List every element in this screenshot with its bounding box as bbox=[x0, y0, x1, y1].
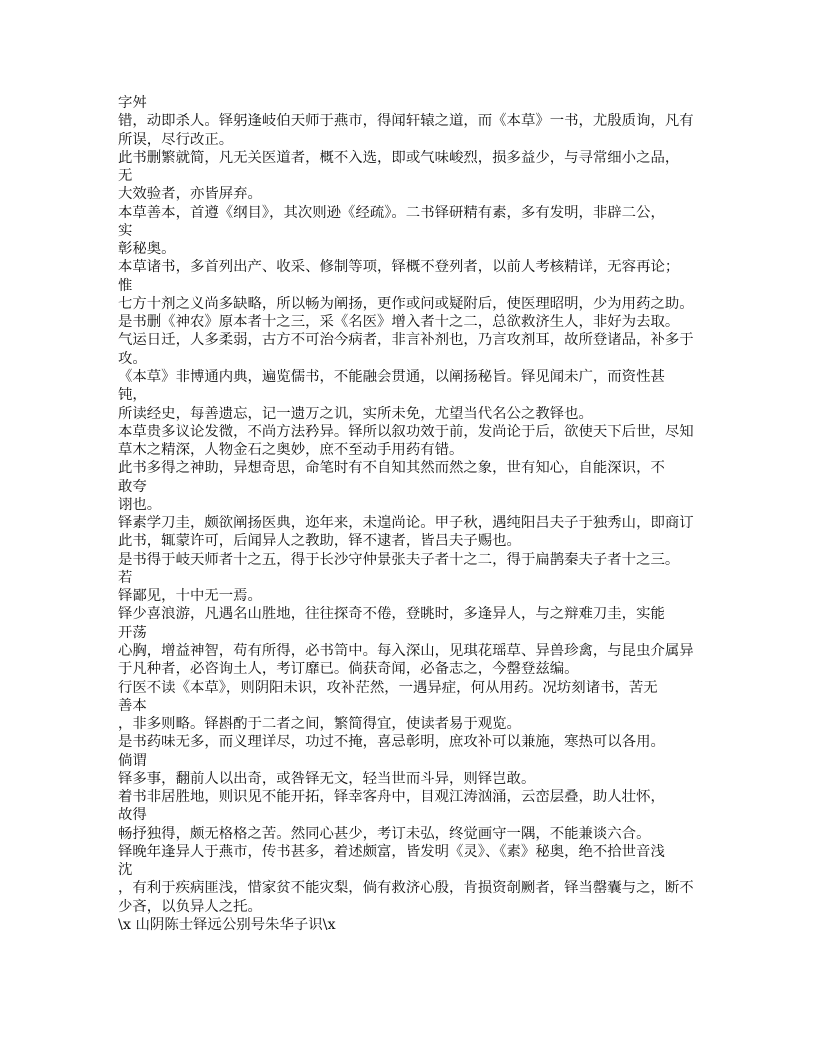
text-line: 七方十剂之义尚多缺略，所以畅为阐扬，更作或问或疑附后，使医理昭明，少为用药之助。 bbox=[118, 295, 694, 312]
text-line: 字舛 bbox=[118, 95, 147, 111]
text-line: 气运日迁，人多柔弱，古方不可治今病者，非言补剂也，乃言攻剂耳，故所登诸品，补多于 bbox=[118, 332, 694, 349]
text-line: 惟 bbox=[118, 277, 133, 294]
text-line: 善本 bbox=[118, 697, 147, 714]
text-line: 沈 bbox=[118, 862, 133, 879]
text-line: 开荡 bbox=[118, 624, 147, 641]
text-line: 无 bbox=[118, 168, 133, 185]
text-line: 行医不读《本草》，则阴阳未识，攻补茫然，一遇异症，何从用药。况坊刻诸书，苦无 bbox=[118, 679, 658, 696]
text-line: 于凡种者，必咨询土人，考订靡已。倘获奇闻，必备志之，今罄登兹编。 bbox=[118, 661, 579, 678]
text-line: 钝， bbox=[118, 387, 147, 404]
text-line: 诩也。 bbox=[118, 496, 162, 513]
text-line: 本草诸书，多首列出产、收采、修制等项，铎概不登列者，以前人考核精详，无容再论； bbox=[118, 259, 680, 276]
text-line: 彰秘奥。 bbox=[118, 241, 176, 258]
text-line: 本草贵多议论发微，不尚方法矜异。铎所以叙功效于前，发尚论于后，欲使天下后世，尽知 bbox=[118, 423, 694, 440]
text-line: 铎晚年逢异人于燕市，传书甚多，着述颇富，皆发明《灵》、《素》秘奥，绝不拾世音浅 bbox=[118, 843, 665, 860]
text-line: 铎少喜浪游，凡遇名山胜地，往往探奇不倦，登眺时，多逢异人，与之辩难刀圭，实能 bbox=[118, 606, 665, 623]
text-line: 错，动即杀人。铎躬逢岐伯天师于燕市，得闻轩辕之道，而《本草》一书，尤殷质询，凡有 bbox=[118, 113, 694, 130]
text-line: 大效验者，亦皆屏弃。 bbox=[118, 186, 262, 203]
text-line: 是书得于岐天师者十之五，得于长沙守仲景张夫子者十之二，得于扁鹊秦夫子者十之三。 bbox=[118, 551, 680, 568]
text-line: 若 bbox=[118, 569, 133, 586]
text-line: 铎素学刀圭，颇欲阐扬医典，迩年来，未遑尚论。甲子秋，遇纯阳吕夫子于独秀山，即商订 bbox=[118, 515, 694, 532]
text-line: ，有利于疾病匪浅，惜家贫不能灾梨，倘有救济心殷，肯损资剞劂者，铎当罄囊与之，断不 bbox=[118, 880, 694, 897]
text-line: 草木之精深，人物金石之奥妙，庶不至动手用药有错。 bbox=[118, 442, 464, 459]
text-line: 此书删繁就简，凡无关医道者，概不入选，即或气味峻烈，损多益少，与寻常细小之品， bbox=[118, 149, 680, 166]
text-line: 是书删《神农》原本者十之三，采《名医》增入者十之二，总欲救济生人，非好为去取。 bbox=[118, 314, 680, 331]
text-line: 《本草》非博通内典，遍览儒书，不能融会贯通，以阐扬秘旨。铎见闻未广，而资性甚 bbox=[118, 368, 665, 385]
text-line: 本草善本，首遵《纲目》，其次则逊《经疏》。二书铎研精有素，多有发明，非辟二公， bbox=[118, 204, 665, 221]
text-line: 心胸，增益神智，苟有所得，必书笥中。每入深山，见琪花瑶草、异兽珍禽，与昆虫介属异 bbox=[118, 642, 694, 659]
text-line: 所误，尽行改正。 bbox=[118, 131, 234, 148]
text-line: 攻。 bbox=[118, 350, 147, 367]
text-line: 此书，辄蒙许可，后闻异人之教助，铎不逮者，皆吕夫子赐也。 bbox=[118, 533, 521, 550]
text-line: 铎多事，翻前人以出奇，或咎铎无文，轻当世而斗异，则铎岂敢。 bbox=[118, 770, 536, 787]
document-body bbox=[118, 94, 694, 934]
text-line: 故得 bbox=[118, 807, 147, 824]
text-line: 所读经史，每善遗忘，记一遗万之讥，实所未免，尤望当代名公之教铎也。 bbox=[118, 405, 593, 422]
text-line: 少吝，以负异人之托。 bbox=[118, 898, 262, 915]
text-line: 倘谓 bbox=[118, 752, 147, 769]
text-line: 实 bbox=[118, 222, 133, 239]
text-line: 畅抒独得，颇无格格之苦。然同心甚少，考订未弘，终觉画守一隅，不能兼谈六合。 bbox=[118, 825, 651, 842]
text-line: 是书药味无多，而义理详尽，功过不掩，喜忌彰明，庶攻补可以兼施，寒热可以各用。 bbox=[118, 734, 665, 751]
text-line: 铎鄙见，十中无一焉。 bbox=[118, 588, 262, 605]
signature-line: \x 山阴陈士铎远公别号朱华子识\x bbox=[118, 916, 336, 933]
text-line: 敢夸 bbox=[118, 478, 147, 495]
text-line: ，非多则略。铎斟酌于二者之间，繁简得宜，使读者易于观览。 bbox=[118, 716, 521, 733]
text-line: 着书非居胜地，则识见不能开拓，铎幸客舟中，目观江涛汹涌，云峦层叠，助人壮怀， bbox=[118, 789, 665, 806]
text-line: 此书多得之神助，异想奇思，命笔时有不自知其然而然之象，世有知心，自能深识，不 bbox=[118, 460, 665, 477]
